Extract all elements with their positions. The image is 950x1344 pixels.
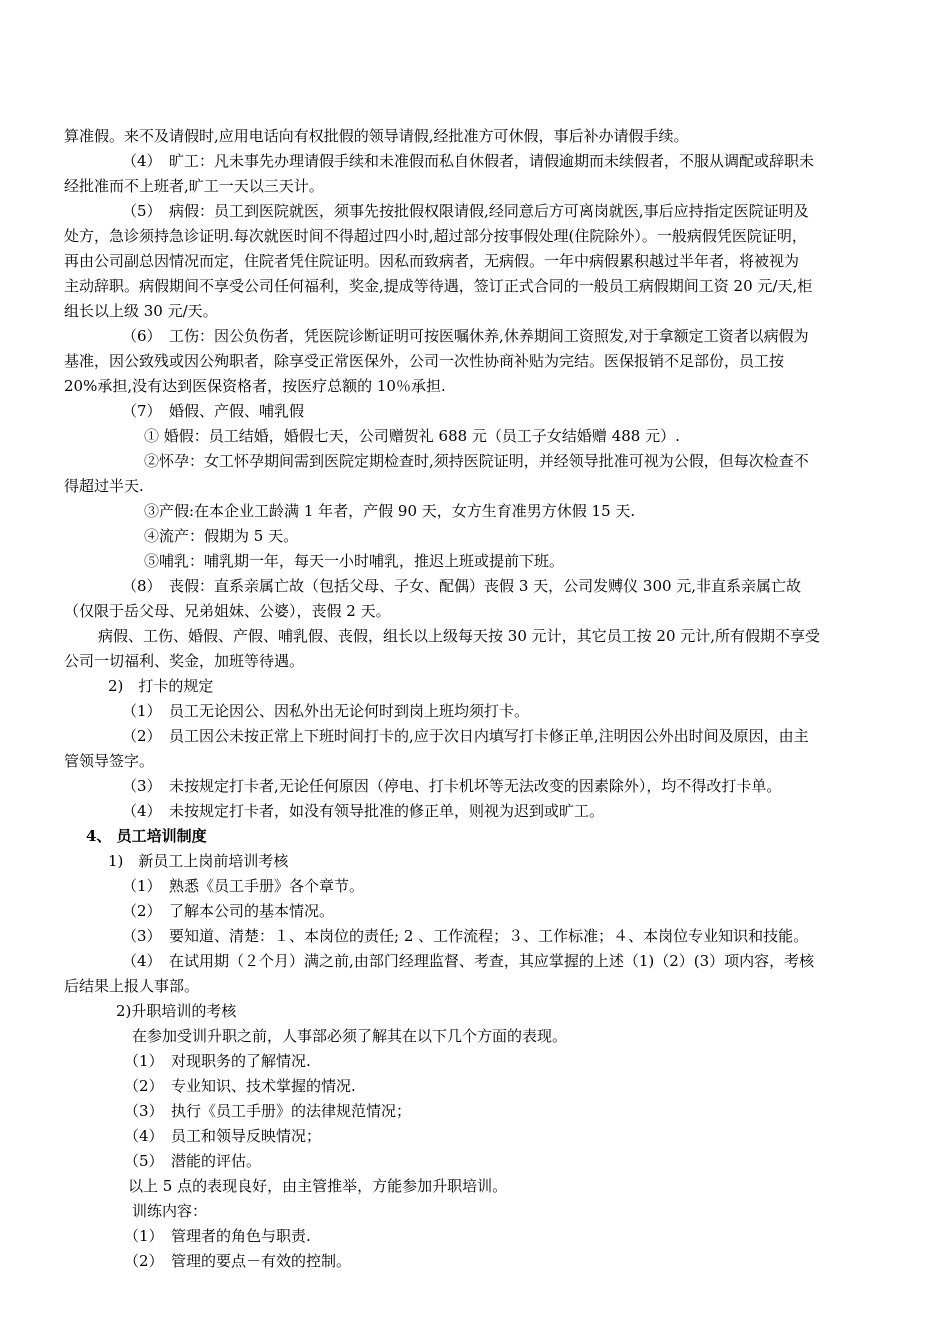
- text-line: 基准，因公致残或因公殉职者，除享受正常医保外，公司一次性协商补贴为完结。医保报销不足部份，员工按: [64, 352, 785, 370]
- sub-item-line: ① 婚假：员工结婚，婚假七天，公司赠贺礼 688 元（员工子女结婚赠 488 元）.: [144, 427, 680, 445]
- list-item-5-line: （5） 病假：员工到医院就医，须事先按批假权限请假,经同意后方可离岗就医,事后应持指定医院证明及: [122, 202, 809, 220]
- text-line: 得超过半天.: [64, 477, 144, 495]
- list-item-4-line: （4） 旷工：凡未事先办理请假手续和未准假而私自休假者，请假逾期而未续假者，不服从调配或辞职未: [122, 152, 815, 170]
- list-item-7-line: （7） 婚假、产假、哺乳假: [122, 402, 305, 420]
- list-item-line: （2） 员工因公未按正常上下班时间打卡的,应于次日内填写打卡修正单,注明因公外出时间及原因，由主: [122, 727, 809, 745]
- list-item-line: （1） 熟悉《员工手册》各个章节。: [122, 877, 365, 895]
- text-line: 主动辞职。病假期间不享受公司任何福利，奖金,提成等待遇，签订正式合同的一般员工病假期间工资 20 元/天,柜: [64, 277, 813, 295]
- list-item-6-line: （6） 工伤：因公负伤者，凭医院诊断证明可按医嘱休养,休养期间工资照发,对于拿额定工资者以病假为: [122, 327, 809, 345]
- list-item-line: （2） 管理的要点－有效的控制。: [124, 1252, 352, 1270]
- list-item-line: （5） 潜能的评估。: [124, 1152, 262, 1170]
- paragraph-line: 在参加受训升职之前，人事部必须了解其在以下几个方面的表现。: [132, 1027, 568, 1045]
- paragraph-line: 病假、工伤、婚假、产假、哺乳假、丧假，组长以上级每天按 30 元计，其它员工按 20 元计,所有假期不享受: [98, 627, 821, 645]
- text-line: 算准假。来不及请假时,应用电话向有权批假的领导请假,经批准方可休假，事后补办请假手续。: [64, 127, 689, 145]
- list-item-line: （4） 员工和领导反映情况；: [124, 1127, 322, 1145]
- list-item-line: （3） 要知道、清楚：１、本岗位的责任; 2 、工作流程；３、工作标准；４、本岗位专业知识和技能。: [122, 927, 809, 945]
- paragraph-line: 以上 5 点的表现良好，由主管推举，方能参加升职培训。: [128, 1177, 508, 1195]
- text-line: （仅限于岳父母、兄弟姐妹、公婆），丧假 2 天。: [64, 602, 391, 620]
- list-item-line: （4） 在试用期（２个月）满之前,由部门经理监督、考查，其应掌握的上述（1)（2）(3）项内容，考核: [122, 952, 815, 970]
- list-item-line: （3） 未按规定打卡者,无论任何原因（停电、打卡机坏等无法改变的因素除外），均不得改打卡单。: [122, 777, 782, 795]
- subsection-heading: 1) 新员工上岗前培训考核: [108, 852, 289, 870]
- list-item-line: （2） 了解本公司的基本情况。: [122, 902, 335, 920]
- list-item-line: （2） 专业知识、技术掌握的情况.: [124, 1077, 356, 1095]
- text-line: 再由公司副总因情况而定，住院者凭住院证明。因私而致病者，无病假。一年中病假累积越过半年者，将被视为: [64, 252, 800, 270]
- text-line: 处方，急诊须持急诊证明.每次就医时间不得超过四小时,超过部分按事假处理(住院除外）。一般病假凭医院证明，: [64, 227, 807, 245]
- text-line: 20%承担,没有达到医保资格者，按医疗总额的 10％承担.: [64, 377, 446, 395]
- list-item-line: （3） 执行《员工手册》的法律规范情况；: [124, 1102, 412, 1120]
- list-item-line: （1） 管理者的角色与职责.: [124, 1227, 311, 1245]
- text-line: 组长以上级 30 元/天。: [64, 302, 218, 320]
- list-item-line: （1） 员工无论因公、因私外出无论何时到岗上班均须打卡。: [122, 702, 530, 720]
- sub-item-line: ④流产：假期为 5 天。: [144, 527, 299, 545]
- section-heading: 4、 员工培训制度: [86, 827, 207, 845]
- sub-item-line: ⑤哺乳：哺乳期一年，每天一小时哺乳，推迟上班或提前下班。: [144, 552, 565, 570]
- paragraph-line: 训练内容：: [132, 1202, 208, 1220]
- list-item-line: （1） 对现职务的了解情况.: [124, 1052, 311, 1070]
- subsection-heading: 2)升职培训的考核: [116, 1002, 237, 1020]
- sub-item-line: ②怀孕：女工怀孕期间需到医院定期检查时,须持医院证明，并经领导批准可视为公假，但每次检查不: [144, 452, 809, 470]
- list-item-line: （4） 未按规定打卡者，如没有领导批准的修正单，则视为迟到或旷工。: [122, 802, 605, 820]
- sub-item-line: ③产假:在本企业工龄满 1 年者，产假 90 天，女方生育准男方休假 15 天.: [144, 502, 636, 520]
- document-page: [64, 124, 896, 1274]
- subsection-heading: 2) 打卡的规定: [108, 677, 214, 695]
- list-item-8-line: （8） 丧假：直系亲属亡故（包括父母、子女、配偶）丧假 3 天，公司发赙仪 300 元,非直系亲属亡故: [122, 577, 802, 595]
- text-line: 管领导签字。: [64, 752, 155, 770]
- text-line: 经批准而不上班者,旷工一天以三天计。: [64, 177, 324, 195]
- text-line: 后结果上报人事部。: [64, 977, 200, 995]
- text-line: 公司一切福利、奖金，加班等待遇。: [64, 652, 305, 670]
